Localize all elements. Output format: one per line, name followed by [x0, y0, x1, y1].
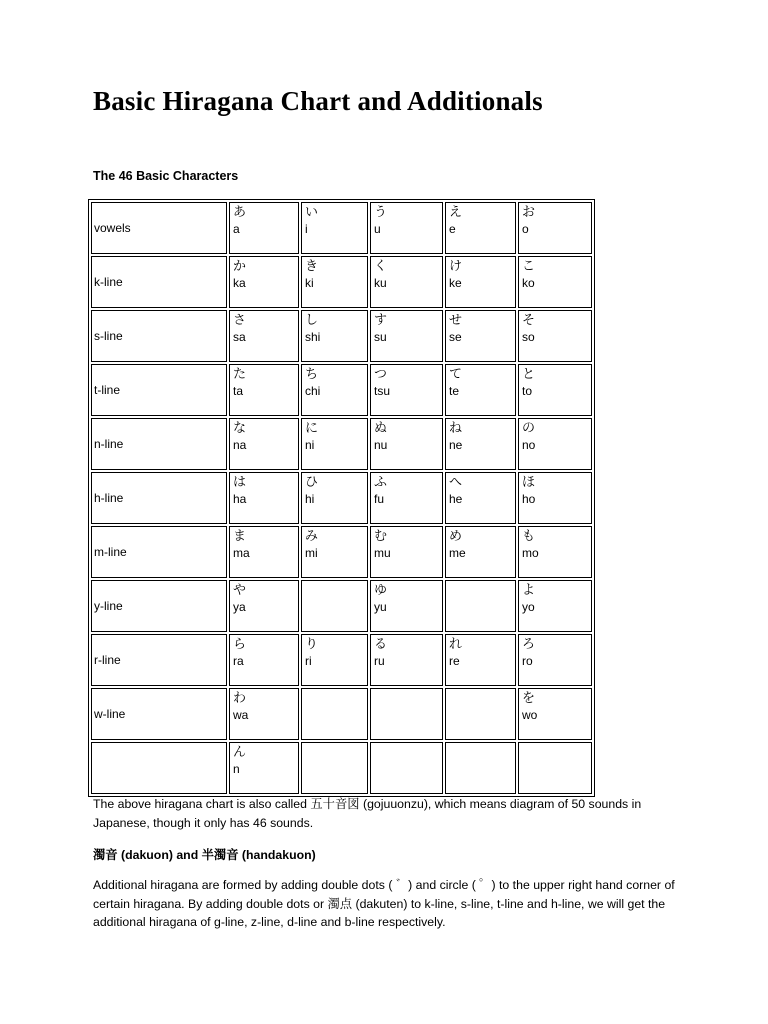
- chart-cell: [518, 202, 592, 254]
- hiragana-chart-body: [91, 202, 592, 794]
- kana-character: せ: [449, 313, 463, 328]
- romaji-reading: ke: [449, 276, 462, 290]
- chart-cell: [301, 202, 368, 254]
- kana-character: く: [374, 259, 388, 274]
- romaji-reading: ra: [233, 654, 244, 668]
- romaji-reading: yo: [522, 600, 535, 614]
- chart-cell: [518, 526, 592, 578]
- chart-row: [91, 256, 592, 308]
- romaji-reading: mu: [374, 546, 391, 560]
- chart-row-label: t-line: [91, 364, 227, 416]
- kana-character: か: [233, 259, 247, 274]
- romaji-reading: e: [449, 222, 456, 236]
- chart-cell: [370, 256, 443, 308]
- chart-row-label: y-line: [91, 580, 227, 632]
- kana-character: [522, 743, 591, 745]
- romaji-reading: fu: [374, 492, 385, 506]
- chart-cell: [445, 418, 516, 470]
- kana-character: わ: [233, 691, 247, 706]
- chart-row: [91, 526, 592, 578]
- chart-cell: [301, 310, 368, 362]
- chart-cell: [445, 634, 516, 686]
- kana-character: つ: [374, 367, 388, 382]
- romaji-reading: se: [449, 330, 462, 344]
- chart-cell: [518, 256, 592, 308]
- chart-row: [91, 472, 592, 524]
- chart-row-label: m-line: [91, 526, 227, 578]
- romaji-reading: n: [233, 762, 240, 776]
- chart-cell: [445, 256, 516, 308]
- romaji-reading: ko: [522, 276, 535, 290]
- chart-cell: [518, 418, 592, 470]
- chart-cell: [229, 256, 299, 308]
- chart-cell: [229, 634, 299, 686]
- chart-cell: [229, 580, 299, 632]
- chart-cell: [445, 364, 516, 416]
- romaji-reading: ro: [522, 654, 533, 668]
- kana-character: さ: [233, 313, 247, 328]
- chart-cell: [370, 742, 443, 794]
- kana-character: [449, 689, 515, 691]
- kana-character: ほ: [522, 475, 536, 490]
- chart-cell: [518, 472, 592, 524]
- kana-character: す: [374, 313, 388, 328]
- chart-row: [91, 742, 592, 794]
- kana-character: ね: [449, 421, 463, 436]
- romaji-reading: no: [522, 438, 536, 452]
- romaji-reading: mo: [522, 546, 539, 560]
- kana-character: た: [233, 367, 247, 382]
- romaji-reading: ku: [374, 276, 387, 290]
- romaji-reading: ka: [233, 276, 246, 290]
- chart-row-label: h-line: [91, 472, 227, 524]
- romaji-reading: sa: [233, 330, 246, 344]
- kana-character: よ: [522, 583, 536, 598]
- romaji-reading: ni: [305, 438, 315, 452]
- kana-character: ゆ: [374, 583, 388, 598]
- kana-character: ひ: [305, 475, 319, 490]
- kana-character: ふ: [374, 475, 388, 490]
- romaji-reading: ta: [233, 384, 244, 398]
- chart-row-label: s-line: [91, 310, 227, 362]
- romaji-reading: nu: [374, 438, 388, 452]
- kana-character: は: [233, 475, 247, 490]
- romaji-reading: to: [522, 384, 533, 398]
- kana-character: ち: [305, 367, 319, 382]
- kana-character: や: [233, 583, 247, 598]
- romaji-reading: ri: [305, 654, 312, 668]
- chart-cell: [301, 364, 368, 416]
- chart-cell: [518, 580, 592, 632]
- romaji-reading: so: [522, 330, 535, 344]
- romaji-reading: ha: [233, 492, 247, 506]
- kana-character: ぬ: [374, 421, 388, 436]
- romaji-reading: chi: [305, 384, 321, 398]
- chart-cell: [229, 472, 299, 524]
- kana-character: え: [449, 205, 463, 220]
- romaji-reading: ma: [233, 546, 250, 560]
- section-heading: The 46 Basic Characters: [93, 169, 239, 183]
- chart-row: [91, 418, 592, 470]
- chart-cell: [370, 580, 443, 632]
- kana-character: [305, 581, 367, 583]
- page-title: Basic Hiragana Chart and Additionals: [93, 86, 543, 116]
- romaji-reading: mi: [305, 546, 318, 560]
- chart-row-label: w-line: [91, 688, 227, 740]
- dakuon-subheading: 濁音 (dakuon) and 半濁音 (handakuon): [93, 848, 316, 862]
- kana-character: に: [305, 421, 319, 436]
- chart-cell: [370, 364, 443, 416]
- chart-cell: [518, 688, 592, 740]
- kana-character: め: [449, 529, 463, 544]
- chart-cell: [301, 634, 368, 686]
- romaji-reading: i: [305, 222, 308, 236]
- chart-row-label: [91, 742, 227, 794]
- chart-cell: [518, 310, 592, 362]
- chart-cell: [229, 418, 299, 470]
- chart-cell: [445, 742, 516, 794]
- chart-cell: [229, 202, 299, 254]
- romaji-reading: na: [233, 438, 247, 452]
- chart-cell: [518, 634, 592, 686]
- romaji-reading: tsu: [374, 384, 391, 398]
- chart-cell: [370, 418, 443, 470]
- kana-character: と: [522, 367, 536, 382]
- chart-row: [91, 364, 592, 416]
- chart-row: [91, 310, 592, 362]
- chart-row: [91, 580, 592, 632]
- kana-character: ろ: [522, 637, 536, 652]
- chart-cell: [370, 310, 443, 362]
- kana-character: む: [374, 529, 388, 544]
- chart-row-label: r-line: [91, 634, 227, 686]
- kana-character: て: [449, 367, 463, 382]
- chart-cell: [370, 688, 443, 740]
- kana-character: [305, 689, 367, 691]
- kana-character: な: [233, 421, 247, 436]
- chart-cell: [229, 688, 299, 740]
- chart-cell: [301, 256, 368, 308]
- romaji-reading: he: [449, 492, 463, 506]
- kana-character: [449, 581, 515, 583]
- kana-character: る: [374, 637, 388, 652]
- romaji-reading: a: [233, 222, 240, 236]
- chart-cell: [445, 310, 516, 362]
- kana-character: の: [522, 421, 536, 436]
- romaji-reading: re: [449, 654, 460, 668]
- chart-row-label: n-line: [91, 418, 227, 470]
- kana-character: お: [522, 205, 536, 220]
- chart-cell: [370, 472, 443, 524]
- chart-cell: [445, 580, 516, 632]
- kana-character: も: [522, 529, 536, 544]
- kana-character: [374, 689, 442, 691]
- chart-row-label: k-line: [91, 256, 227, 308]
- kana-character: け: [449, 259, 463, 274]
- kana-character: [305, 743, 367, 745]
- kana-character: れ: [449, 637, 463, 652]
- chart-cell: [445, 202, 516, 254]
- chart-cell: [229, 742, 299, 794]
- chart-cell: [518, 742, 592, 794]
- kana-character: へ: [449, 475, 463, 490]
- chart-row: [91, 688, 592, 740]
- chart-cell: [301, 472, 368, 524]
- kana-character: り: [305, 637, 319, 652]
- romaji-reading: o: [522, 222, 529, 236]
- kana-character: き: [305, 259, 319, 274]
- chart-cell: [301, 742, 368, 794]
- romaji-reading: wa: [233, 708, 249, 722]
- romaji-reading: hi: [305, 492, 315, 506]
- chart-row: [91, 202, 592, 254]
- chart-cell: [370, 634, 443, 686]
- romaji-reading: u: [374, 222, 381, 236]
- chart-row: [91, 634, 592, 686]
- chart-cell: [518, 364, 592, 416]
- chart-row-label: vowels: [91, 202, 227, 254]
- romaji-reading: ru: [374, 654, 385, 668]
- romaji-reading: yu: [374, 600, 387, 614]
- chart-cell: [301, 418, 368, 470]
- chart-cell: [301, 688, 368, 740]
- chart-cell: [229, 364, 299, 416]
- kana-character: み: [305, 529, 319, 544]
- romaji-reading: wo: [522, 708, 538, 722]
- romaji-reading: ya: [233, 600, 246, 614]
- kana-character: あ: [233, 205, 247, 220]
- kana-character: [449, 743, 515, 745]
- kana-character: こ: [522, 259, 536, 274]
- chart-cell: [445, 526, 516, 578]
- kana-character: を: [522, 691, 536, 706]
- kana-character: い: [305, 205, 319, 220]
- chart-cell: [229, 526, 299, 578]
- kana-character: ら: [233, 637, 247, 652]
- hiragana-chart: [88, 199, 595, 797]
- chart-description-paragraph: The above hiragana chart is also called 五十音図 (gojuuonzu), which means diagram of 50 sounds in Japanese, though it only has 46 sounds.: [93, 797, 642, 830]
- kana-character: ま: [233, 529, 247, 544]
- romaji-reading: ho: [522, 492, 536, 506]
- romaji-reading: ne: [449, 438, 463, 452]
- kana-character: う: [374, 205, 388, 220]
- chart-cell: [301, 526, 368, 578]
- chart-cell: [229, 310, 299, 362]
- romaji-reading: te: [449, 384, 460, 398]
- chart-cell: [445, 688, 516, 740]
- additional-hiragana-paragraph: Additional hiragana are formed by adding double dots ( ゛) and circle ( ゜) to the upper right hand corner of certain hiragana. By adding double dots or 濁点 (dakuten) to k-line, s-line, t-line and h-line, we will get the additional hiragana of g-line, z-line, d-line and b-line respectively.: [93, 878, 675, 929]
- kana-character: ん: [233, 745, 247, 760]
- chart-cell: [445, 472, 516, 524]
- romaji-reading: shi: [305, 330, 321, 344]
- chart-cell: [370, 202, 443, 254]
- romaji-reading: ki: [305, 276, 314, 290]
- kana-character: し: [305, 313, 319, 328]
- kana-character: [374, 743, 442, 745]
- romaji-reading: su: [374, 330, 387, 344]
- chart-cell: [370, 526, 443, 578]
- kana-character: そ: [522, 313, 536, 328]
- romaji-reading: me: [449, 546, 466, 560]
- chart-cell: [301, 580, 368, 632]
